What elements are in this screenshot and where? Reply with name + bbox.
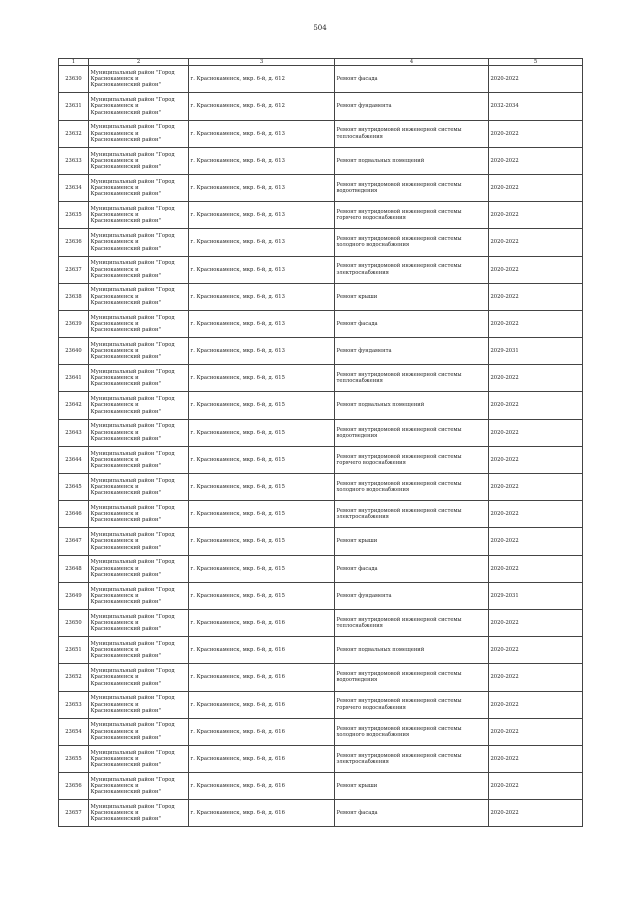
municipality-cell: Муниципальный район "Город Краснокаменск и Краснокаменский район" [89, 528, 189, 555]
period-cell: 2020-2022 [489, 664, 583, 691]
address-cell: г. Краснокаменск, мкр. 6-й, д. 615 [189, 365, 335, 392]
period-cell: 2020-2022 [489, 691, 583, 718]
municipality-cell: Муниципальный район "Город Краснокаменск и Краснокаменский район" [89, 147, 189, 174]
table-row [59, 66, 583, 93]
period-cell: 2032-2034 [489, 93, 583, 120]
period-cell: 2020-2022 [489, 501, 583, 528]
table-row [59, 202, 583, 229]
table-row [59, 691, 583, 718]
period-cell: 2020-2022 [489, 718, 583, 745]
row-number-cell: 23645 [59, 474, 89, 501]
municipality-cell: Муниципальный район "Город Краснокаменск и Краснокаменский район" [89, 419, 189, 446]
period-cell: 2020-2022 [489, 609, 583, 636]
row-number-cell: 23647 [59, 528, 89, 555]
column-header: 4 [335, 59, 489, 66]
address-cell: г. Краснокаменск, мкр. 6-й, д. 613 [189, 338, 335, 365]
table-row [59, 93, 583, 120]
address-cell: г. Краснокаменск, мкр. 6-й, д. 613 [189, 147, 335, 174]
table-row [59, 501, 583, 528]
row-number-cell: 23641 [59, 365, 89, 392]
municipality-cell: Муниципальный район "Город Краснокаменск и Краснокаменский район" [89, 283, 189, 310]
period-cell: 2020-2022 [489, 745, 583, 772]
row-number-cell: 23654 [59, 718, 89, 745]
municipality-cell: Муниципальный район "Город Краснокаменск и Краснокаменский район" [89, 392, 189, 419]
table-row [59, 365, 583, 392]
municipality-cell: Муниципальный район "Город Краснокаменск и Краснокаменский район" [89, 637, 189, 664]
work-type-cell: Ремонт фасада [335, 555, 489, 582]
work-type-cell: Ремонт внутридомовой инженерной системы горячего водоснабжения [335, 691, 489, 718]
table-row [59, 256, 583, 283]
row-number-cell: 23644 [59, 446, 89, 473]
period-cell: 2020-2022 [489, 528, 583, 555]
work-type-cell: Ремонт внутридомовой инженерной системы горячего водоснабжения [335, 446, 489, 473]
address-cell: г. Краснокаменск, мкр. 6-й, д. 612 [189, 93, 335, 120]
municipality-cell: Муниципальный район "Город Краснокаменск и Краснокаменский район" [89, 773, 189, 800]
table-row [59, 582, 583, 609]
table-row [59, 664, 583, 691]
work-type-cell: Ремонт внутридомовой инженерной системы холодного водоснабжения [335, 474, 489, 501]
work-type-cell: Ремонт подвальных помещений [335, 147, 489, 174]
work-type-cell: Ремонт подвальных помещений [335, 392, 489, 419]
row-number-cell: 23634 [59, 174, 89, 201]
register-table [58, 58, 583, 827]
work-type-cell: Ремонт фундамента [335, 93, 489, 120]
table-body [59, 59, 583, 827]
address-cell: г. Краснокаменск, мкр. 6-й, д. 613 [189, 310, 335, 337]
period-cell: 2020-2022 [489, 800, 583, 827]
municipality-cell: Муниципальный район "Город Краснокаменск и Краснокаменский район" [89, 582, 189, 609]
table-row [59, 338, 583, 365]
work-type-cell: Ремонт внутридомовой инженерной системы водоотведения [335, 419, 489, 446]
period-cell: 2020-2022 [489, 147, 583, 174]
table-row [59, 773, 583, 800]
work-type-cell: Ремонт внутридомовой инженерной системы электроснабжения [335, 256, 489, 283]
municipality-cell: Муниципальный район "Город Краснокаменск и Краснокаменский район" [89, 609, 189, 636]
municipality-cell: Муниципальный район "Город Краснокаменск и Краснокаменский район" [89, 664, 189, 691]
table-row [59, 174, 583, 201]
work-type-cell: Ремонт подвальных помещений [335, 637, 489, 664]
address-cell: г. Краснокаменск, мкр. 6-й, д. 613 [189, 120, 335, 147]
table-row [59, 718, 583, 745]
address-cell: г. Краснокаменск, мкр. 6-й, д. 615 [189, 555, 335, 582]
period-cell: 2020-2022 [489, 310, 583, 337]
row-number-cell: 23649 [59, 582, 89, 609]
address-cell: г. Краснокаменск, мкр. 6-й, д. 615 [189, 419, 335, 446]
address-cell: г. Краснокаменск, мкр. 6-й, д. 615 [189, 582, 335, 609]
period-cell: 2020-2022 [489, 392, 583, 419]
municipality-cell: Муниципальный район "Город Краснокаменск и Краснокаменский район" [89, 691, 189, 718]
period-cell: 2020-2022 [489, 283, 583, 310]
row-number-cell: 23638 [59, 283, 89, 310]
row-number-cell: 23652 [59, 664, 89, 691]
row-number-cell: 23650 [59, 609, 89, 636]
work-type-cell: Ремонт фундамента [335, 582, 489, 609]
row-number-cell: 23639 [59, 310, 89, 337]
row-number-cell: 23655 [59, 745, 89, 772]
address-cell: г. Краснокаменск, мкр. 6-й, д. 615 [189, 474, 335, 501]
address-cell: г. Краснокаменск, мкр. 6-й, д. 613 [189, 283, 335, 310]
period-cell: 2020-2022 [489, 202, 583, 229]
work-type-cell: Ремонт внутридомовой инженерной системы теплоснабжения [335, 365, 489, 392]
municipality-cell: Муниципальный район "Город Краснокаменск и Краснокаменский район" [89, 310, 189, 337]
work-type-cell: Ремонт внутридомовой инженерной системы холодного водоснабжения [335, 229, 489, 256]
row-number-cell: 23657 [59, 800, 89, 827]
header-row [59, 59, 583, 66]
period-cell: 2020-2022 [489, 637, 583, 664]
column-header: 1 [59, 59, 89, 66]
address-cell: г. Краснокаменск, мкр. 6-й, д. 616 [189, 637, 335, 664]
work-type-cell: Ремонт внутридомовой инженерной системы электроснабжения [335, 501, 489, 528]
municipality-cell: Муниципальный район "Город Краснокаменск и Краснокаменский район" [89, 120, 189, 147]
work-type-cell: Ремонт внутридомовой инженерной системы горячего водоснабжения [335, 202, 489, 229]
row-number-cell: 23648 [59, 555, 89, 582]
address-cell: г. Краснокаменск, мкр. 6-й, д. 615 [189, 392, 335, 419]
period-cell: 2020-2022 [489, 365, 583, 392]
period-cell: 2020-2022 [489, 555, 583, 582]
municipality-cell: Муниципальный район "Город Краснокаменск и Краснокаменский район" [89, 501, 189, 528]
row-number-cell: 23653 [59, 691, 89, 718]
row-number-cell: 23635 [59, 202, 89, 229]
row-number-cell: 23633 [59, 147, 89, 174]
address-cell: г. Краснокаменск, мкр. 6-й, д. 615 [189, 446, 335, 473]
row-number-cell: 23651 [59, 637, 89, 664]
address-cell: г. Краснокаменск, мкр. 6-й, д. 615 [189, 528, 335, 555]
work-type-cell: Ремонт внутридомовой инженерной системы холодного водоснабжения [335, 718, 489, 745]
period-cell: 2020-2022 [489, 120, 583, 147]
address-cell: г. Краснокаменск, мкр. 6-й, д. 616 [189, 609, 335, 636]
table-row [59, 474, 583, 501]
municipality-cell: Муниципальный район "Город Краснокаменск и Краснокаменский район" [89, 93, 189, 120]
row-number-cell: 23640 [59, 338, 89, 365]
row-number-cell: 23646 [59, 501, 89, 528]
work-type-cell: Ремонт внутридомовой инженерной системы теплоснабжения [335, 609, 489, 636]
work-type-cell: Ремонт внутридомовой инженерной системы электроснабжения [335, 745, 489, 772]
work-type-cell: Ремонт внутридомовой инженерной системы теплоснабжения [335, 120, 489, 147]
municipality-cell: Муниципальный район "Город Краснокаменск и Краснокаменский район" [89, 745, 189, 772]
work-type-cell: Ремонт внутридомовой инженерной системы водоотведения [335, 174, 489, 201]
period-cell: 2029-2031 [489, 582, 583, 609]
row-number-cell: 23656 [59, 773, 89, 800]
work-type-cell: Ремонт крыши [335, 528, 489, 555]
municipality-cell: Муниципальный район "Город Краснокаменск и Краснокаменский район" [89, 365, 189, 392]
table-row [59, 528, 583, 555]
table-row [59, 800, 583, 827]
municipality-cell: Муниципальный район "Город Краснокаменск и Краснокаменский район" [89, 256, 189, 283]
table-row [59, 419, 583, 446]
row-number-cell: 23643 [59, 419, 89, 446]
period-cell: 2020-2022 [489, 256, 583, 283]
municipality-cell: Муниципальный район "Город Краснокаменск и Краснокаменский район" [89, 66, 189, 93]
period-cell: 2029-2031 [489, 338, 583, 365]
table-row [59, 229, 583, 256]
column-header: 3 [189, 59, 335, 66]
row-number-cell: 23642 [59, 392, 89, 419]
work-type-cell: Ремонт фасада [335, 800, 489, 827]
period-cell: 2020-2022 [489, 773, 583, 800]
table-row [59, 120, 583, 147]
address-cell: г. Краснокаменск, мкр. 6-й, д. 616 [189, 745, 335, 772]
period-cell: 2020-2022 [489, 419, 583, 446]
work-type-cell: Ремонт фундамента [335, 338, 489, 365]
address-cell: г. Краснокаменск, мкр. 6-й, д. 615 [189, 501, 335, 528]
table-row [59, 555, 583, 582]
address-cell: г. Краснокаменск, мкр. 6-й, д. 613 [189, 256, 335, 283]
address-cell: г. Краснокаменск, мкр. 6-й, д. 616 [189, 718, 335, 745]
row-number-cell: 23636 [59, 229, 89, 256]
address-cell: г. Краснокаменск, мкр. 6-й, д. 616 [189, 664, 335, 691]
table-row [59, 310, 583, 337]
work-type-cell: Ремонт фасада [335, 310, 489, 337]
period-cell: 2020-2022 [489, 446, 583, 473]
row-number-cell: 23637 [59, 256, 89, 283]
address-cell: г. Краснокаменск, мкр. 6-й, д. 613 [189, 174, 335, 201]
table-row [59, 637, 583, 664]
municipality-cell: Муниципальный район "Город Краснокаменск и Краснокаменский район" [89, 474, 189, 501]
row-number-cell: 23630 [59, 66, 89, 93]
row-number-cell: 23631 [59, 93, 89, 120]
address-cell: г. Краснокаменск, мкр. 6-й, д. 613 [189, 229, 335, 256]
table-row [59, 147, 583, 174]
period-cell: 2020-2022 [489, 229, 583, 256]
work-type-cell: Ремонт крыши [335, 283, 489, 310]
municipality-cell: Муниципальный район "Город Краснокаменск и Краснокаменский район" [89, 338, 189, 365]
address-cell: г. Краснокаменск, мкр. 6-й, д. 613 [189, 202, 335, 229]
municipality-cell: Муниципальный район "Город Краснокаменск и Краснокаменский район" [89, 446, 189, 473]
municipality-cell: Муниципальный район "Город Краснокаменск и Краснокаменский район" [89, 202, 189, 229]
page-number: 504 [313, 24, 327, 32]
row-number-cell: 23632 [59, 120, 89, 147]
period-cell: 2020-2022 [489, 174, 583, 201]
column-header: 2 [89, 59, 189, 66]
work-type-cell: Ремонт крыши [335, 773, 489, 800]
period-cell: 2020-2022 [489, 66, 583, 93]
municipality-cell: Муниципальный район "Город Краснокаменск и Краснокаменский район" [89, 555, 189, 582]
work-type-cell: Ремонт фасада [335, 66, 489, 93]
period-cell: 2020-2022 [489, 474, 583, 501]
municipality-cell: Муниципальный район "Город Краснокаменск и Краснокаменский район" [89, 800, 189, 827]
table-row [59, 446, 583, 473]
address-cell: г. Краснокаменск, мкр. 6-й, д. 616 [189, 773, 335, 800]
table-row [59, 609, 583, 636]
table-row [59, 745, 583, 772]
municipality-cell: Муниципальный район "Город Краснокаменск и Краснокаменский район" [89, 174, 189, 201]
address-cell: г. Краснокаменск, мкр. 6-й, д. 616 [189, 691, 335, 718]
table-row [59, 392, 583, 419]
municipality-cell: Муниципальный район "Город Краснокаменск и Краснокаменский район" [89, 229, 189, 256]
municipality-cell: Муниципальный район "Город Краснокаменск и Краснокаменский район" [89, 718, 189, 745]
table-row [59, 283, 583, 310]
address-cell: г. Краснокаменск, мкр. 6-й, д. 616 [189, 800, 335, 827]
address-cell: г. Краснокаменск, мкр. 6-й, д. 612 [189, 66, 335, 93]
column-header: 5 [489, 59, 583, 66]
work-type-cell: Ремонт внутридомовой инженерной системы водоотведения [335, 664, 489, 691]
